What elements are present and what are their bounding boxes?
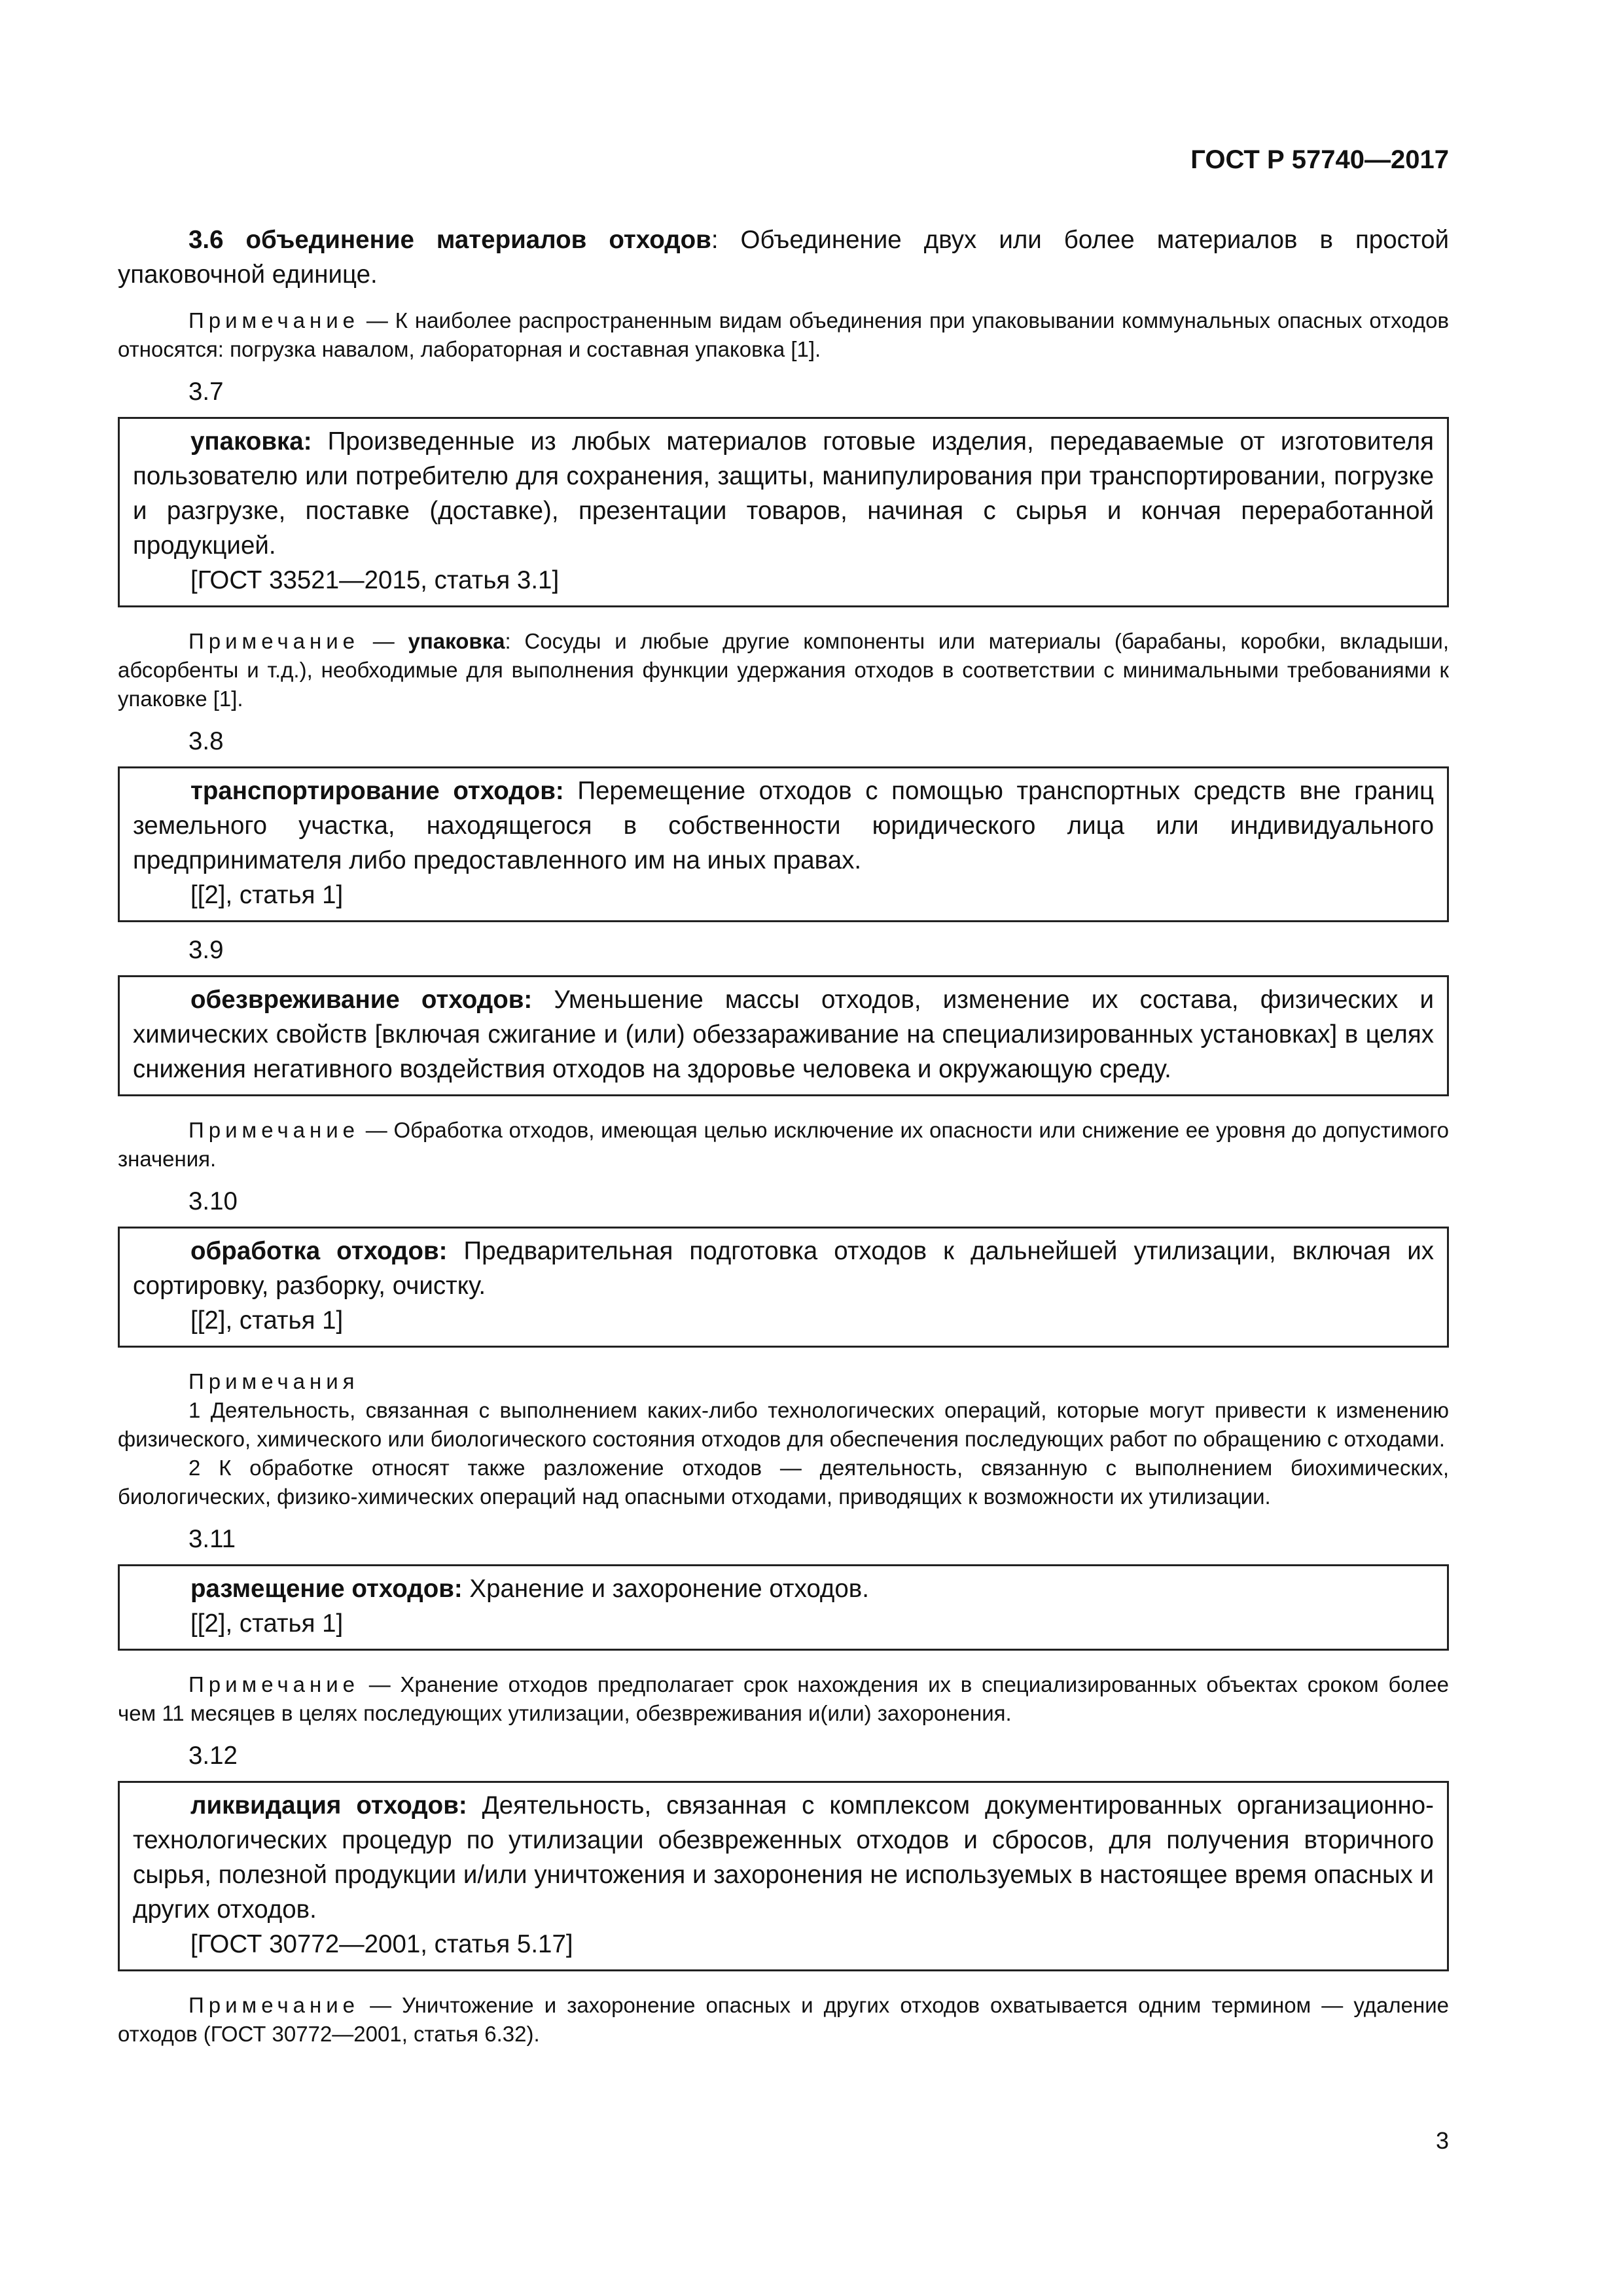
term-3-11-definition: Хранение и захоронение отходов. — [462, 1575, 869, 1603]
note-text: — Хранение отходов предполагает срок нахождения их в специализированных объектах сроком более чем 11 месяцев в целях последующих утилизации, обезвреживания и(или) захоронения. — [118, 1672, 1449, 1725]
note-3-9 — [118, 1116, 1449, 1174]
term-box-3-12 — [118, 1781, 1449, 1971]
note-text: — К наиболее распространенным видам объединения при упаковывании коммунальных опасных отходов относятся: погрузка навалом, лабораторная и составная упаковка [1]. — [118, 308, 1449, 361]
term-3-9-name: обезвреживание отходов: — [190, 986, 533, 1014]
term-3-9-definition: Уменьшение массы отходов, изменение их состава, физических и химических свойств [включая сжигание и (или) обеззараживание на специализированных установках] в целях снижения негативного воздействия отходов на здоровье человека и окружающую среду. — [133, 986, 1434, 1083]
term-3-6-name: 3.6 объединение материалов отходов — [188, 226, 711, 254]
term-3-11 — [133, 1571, 1434, 1606]
note-3-10-1: 1 Деятельность, связанная с выполнением каких-либо технологических операций, которые могут привести к изменению физического, химического или биологического состояния отходов для обеспечения последующих работ по обращению с отходами. — [118, 1398, 1449, 1451]
notes-label-3-10 — [118, 1367, 1449, 1396]
term-number-3-11: 3.11 — [188, 1525, 236, 1553]
notes-label: Примечания — [188, 1369, 359, 1393]
term-3-10 — [133, 1234, 1434, 1303]
note-label: Примечание — [188, 308, 360, 332]
page-number: 3 — [1435, 2127, 1449, 2154]
note-3-10-2: 2 К обработке относят также разложение отходов — деятельность, связанную с выполнением биохимических, биологических, физико-химических операций над опасными отходами, приводящих к возможности их утилизации. — [118, 1456, 1449, 1509]
note-text: : Сосуды и любые другие компоненты или материалы (барабаны, коробки, вкладыши, абсорбенты и т.д.), необходимые для выполнения функции удержания отходов в соответствии с минимальными требованиями к упаковке [1]. — [118, 629, 1449, 711]
term-box-3-8 — [118, 766, 1449, 922]
term-3-10-name: обработка отходов: — [190, 1237, 448, 1265]
note-3-7 — [118, 627, 1449, 713]
term-3-7-definition: Произведенные из любых материалов готовые изделия, передаваемые от изготовителя пользователю или потребителю для сохранения, защиты, манипулирования при транспортировании, погрузке и разгрузке, поставке (доставке), презентации товаров, начиная с сырья и кончая переработанной продукцией. — [133, 427, 1434, 560]
term-box-3-11 — [118, 1564, 1449, 1651]
note-label: Примечание — [188, 1993, 360, 2017]
term-number-3-8: 3.8 — [188, 727, 224, 755]
term-box-3-7 — [118, 417, 1449, 607]
term-number-3-12: 3.12 — [188, 1742, 238, 1770]
note-text: — Обработка отходов, имеющая целью исключение их опасности или снижение ее уровня до допустимого значения. — [118, 1118, 1449, 1171]
term-3-9 — [133, 982, 1434, 1086]
term-3-6-definition: : Объединение двух или более материалов в простой упаковочной единице. — [118, 226, 1449, 289]
note-label: Примечание — [188, 629, 360, 653]
term-3-7 — [133, 424, 1434, 563]
terms-section — [118, 223, 1449, 2049]
note-label: Примечание — [188, 1118, 360, 1142]
term-number-3-7: 3.7 — [188, 378, 224, 406]
term-3-12 — [133, 1788, 1434, 1927]
term-box-3-10 — [118, 1227, 1449, 1348]
note-3-11 — [118, 1670, 1449, 1728]
term-3-12-name: ликвидация отходов: — [190, 1791, 467, 1820]
term-3-8-definition: Перемещение отходов с помощью транспортных средств вне границ земельного участка, находящегося в собственности юридического лица или индивидуального предпринимателя либо предоставленного им на иных правах. — [133, 777, 1434, 874]
term-3-8 — [133, 774, 1434, 878]
term-3-11-name: размещение отходов: — [190, 1575, 463, 1603]
term-3-12-source: [ГОСТ 30772—2001, статья 5.17] — [190, 1930, 573, 1958]
note-3-12 — [118, 1991, 1449, 2049]
term-3-7-source: [ГОСТ 33521—2015, статья 3.1] — [190, 566, 560, 594]
term-3-11-source: [[2], статья 1] — [190, 1609, 344, 1638]
note-label: Примечание — [188, 1672, 360, 1696]
term-3-10-definition: Предварительная подготовка отходов к дальнейшей утилизации, включая их сортировку, разборку, очистку. — [133, 1237, 1435, 1300]
document-page — [118, 0, 1449, 2296]
term-3-6 — [118, 223, 1449, 292]
term-number-3-9: 3.9 — [188, 936, 224, 964]
term-3-7-name: упаковка: — [190, 427, 312, 456]
term-box-3-9 — [118, 975, 1449, 1096]
note-3-6 — [118, 306, 1449, 364]
term-3-8-source: [[2], статья 1] — [190, 881, 344, 909]
note-term: упаковка — [408, 629, 505, 653]
term-3-10-source: [[2], статья 1] — [190, 1306, 344, 1335]
note-text: — Уничтожение и захоронение опасных и других отходов охватывается одним термином — удаление отходов (ГОСТ 30772—2001, статья 6.32). — [118, 1993, 1449, 2046]
term-3-8-name: транспортирование отходов: — [190, 777, 564, 805]
term-3-12-definition: Деятельность, связанная с комплексом документированных организационно-технологических процедур по утилизации обезвреженных отходов и сбросов, для получения вторичного сырья, полезной продукции и/или уничтожения и захоронения не используемых в настоящее время опасных и других отходов. — [133, 1791, 1434, 1924]
term-number-3-10: 3.10 — [188, 1187, 238, 1215]
standard-code: ГОСТ Р 57740—2017 — [1190, 145, 1449, 174]
note-dash: — — [359, 629, 408, 653]
